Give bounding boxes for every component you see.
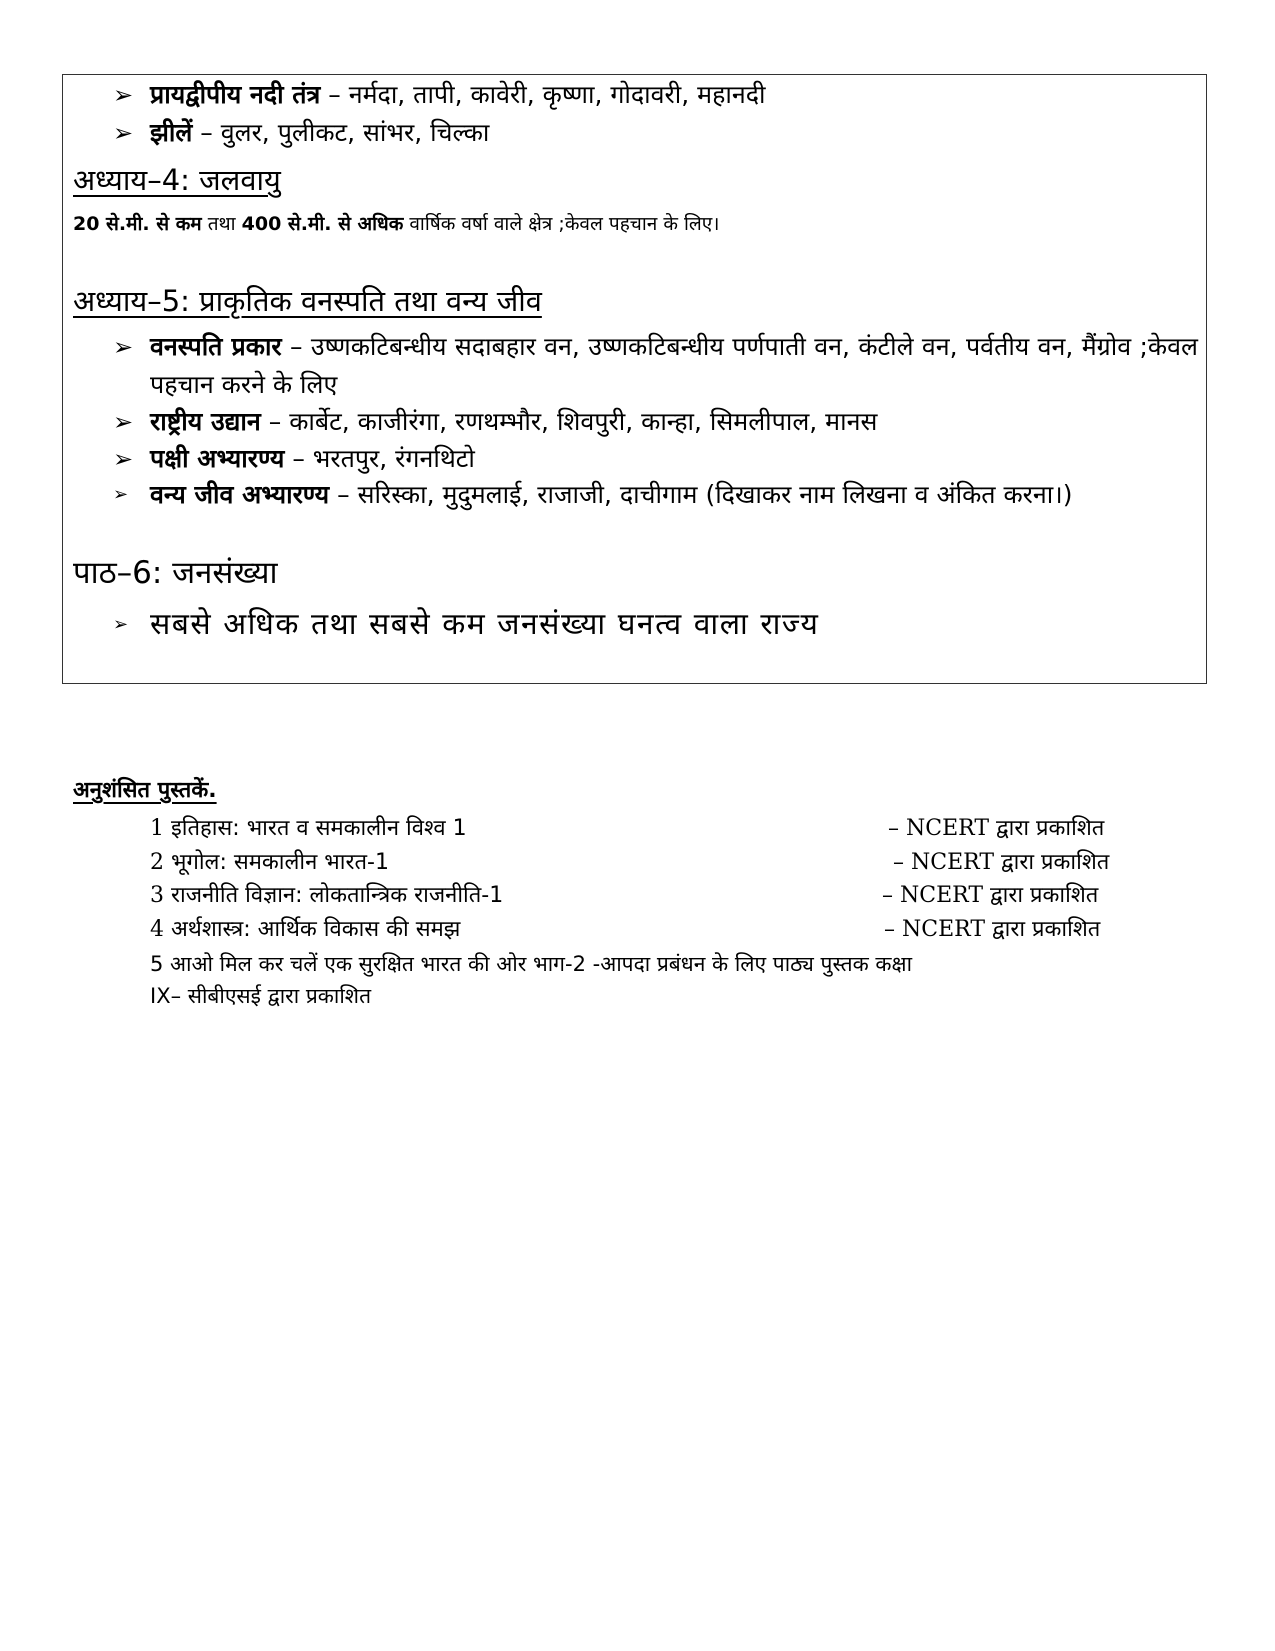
book-number: 1 [150,816,164,841]
chapter-6-heading: पाठ–6: जनसंख्या [73,555,278,591]
item-value: वुलर, पुलीकट, सांभर, चिल्का [220,118,490,147]
item-value: उष्णकटिबन्धीय सदाबहार वन, उष्णकटिबन्धीय पर्णपाती वन, कंटीले वन, पर्वतीय वन, मैंग्रोव ;केवल पहचान करने के लिए [150,332,1198,399]
item-label: वनस्पति प्रकार [150,332,282,361]
bird-sanctuary-item [150,440,475,478]
book-name: भूगोल: समकालीन भारत-1 [171,850,389,875]
item-label: राष्ट्रीय उद्यान [150,407,261,436]
item-sep: – [290,332,303,361]
item-sep: – [337,480,350,509]
book-publisher: – NCERT द्वारा प्रकाशित [884,917,1101,942]
item-sep: – [200,118,213,147]
item-label: झीलें [150,118,193,147]
bullet-arrow-icon: ➢ [113,333,134,361]
item-value: सरिस्का, मुदुमलाई, राजाजी, दाचीगाम (दिखाकर नाम लिखना व अंकित करना।) [357,480,1073,509]
book-number: 3 [150,883,164,908]
book-item [150,846,389,880]
book-publisher: – NCERT द्वारा प्रकाशित [888,816,1105,841]
book-publisher: – NCERT द्वारा प्रकाशित [893,850,1110,875]
recommended-books-title: अनुशंसित पुस्तकें. [73,778,217,803]
chapter-5-heading: अध्याय–5: प्राकृतिक वनस्पति तथा वन्य जीव [73,284,542,318]
national-parks-item [150,403,877,441]
note-bold: 20 से.मी. से कम [73,213,202,235]
book-item [150,879,503,913]
book-number: 4 [150,917,164,942]
item-label: वन्य जीव अभ्यारण्य [150,480,330,509]
bullet-arrow-icon: ➢ [113,119,134,147]
bullet-arrow-icon: ➢ [113,445,134,473]
bullet-arrow-icon: ➢ [113,81,134,109]
bullet-arrow-icon: ➢ [113,408,134,436]
note-bold-2: 400 से.मी. से अधिक [241,213,404,235]
book-name: इतिहास: भारत व समकालीन विश्व 1 [171,816,467,841]
bullet-arrow-icon: ➢ [113,614,129,635]
chapter-4-note [73,209,720,239]
bullet-arrow-icon: ➢ [113,484,129,505]
item-sep: – [292,444,305,473]
wildlife-sanctuary-item [150,476,1198,514]
item-label: पक्षी अभ्यारण्य [150,444,285,473]
book-publisher: – NCERT द्वारा प्रकाशित [882,883,1099,908]
vegetation-item [150,328,1198,404]
book-item-5-line-1: 5 आओ मिल कर चलें एक सुरक्षित भारत की ओर भाग-2 -आपदा प्रबंधन के लिए पाठ्य पुस्तक कक्षा [150,952,913,976]
population-density-item: सबसे अधिक तथा सबसे कम जनसंख्या घनत्व वाला राज्य [150,607,820,642]
item-label: प्रायद्वीपीय नदी तंत्र [150,80,321,109]
chapter-4-heading: अध्याय–4: जलवायु [73,163,281,197]
item-sep: – [328,80,341,109]
book-item [150,913,460,947]
lakes-item [150,114,489,152]
item-value: कार्बेट, काजीरंगा, रणथम्भौर, शिवपुरी, कान्हा, सिमलीपाल, मानस [289,407,878,436]
book-name: राजनीति विज्ञान: लोकतान्त्रिक राजनीति-1 [171,883,504,908]
peninsular-river-item [150,76,765,114]
note-mid: तथा [207,213,236,235]
book-number: 2 [150,850,164,875]
book-name: अर्थशास्त्र: आर्थिक विकास की समझ [171,917,461,942]
item-sep: – [268,407,282,436]
book-item-5-line-2: IX– सीबीएसई द्वारा प्रकाशित [150,984,372,1008]
book-item [150,812,467,846]
note-rest: वार्षिक वर्षा वाले क्षेत्र ;केवल पहचान के लिए। [409,213,720,235]
item-value: नर्मदा, तापी, कावेरी, कृष्णा, गोदावरी, महानदी [348,80,766,109]
item-value: भरतपुर, रंगनथिटो [312,444,475,473]
